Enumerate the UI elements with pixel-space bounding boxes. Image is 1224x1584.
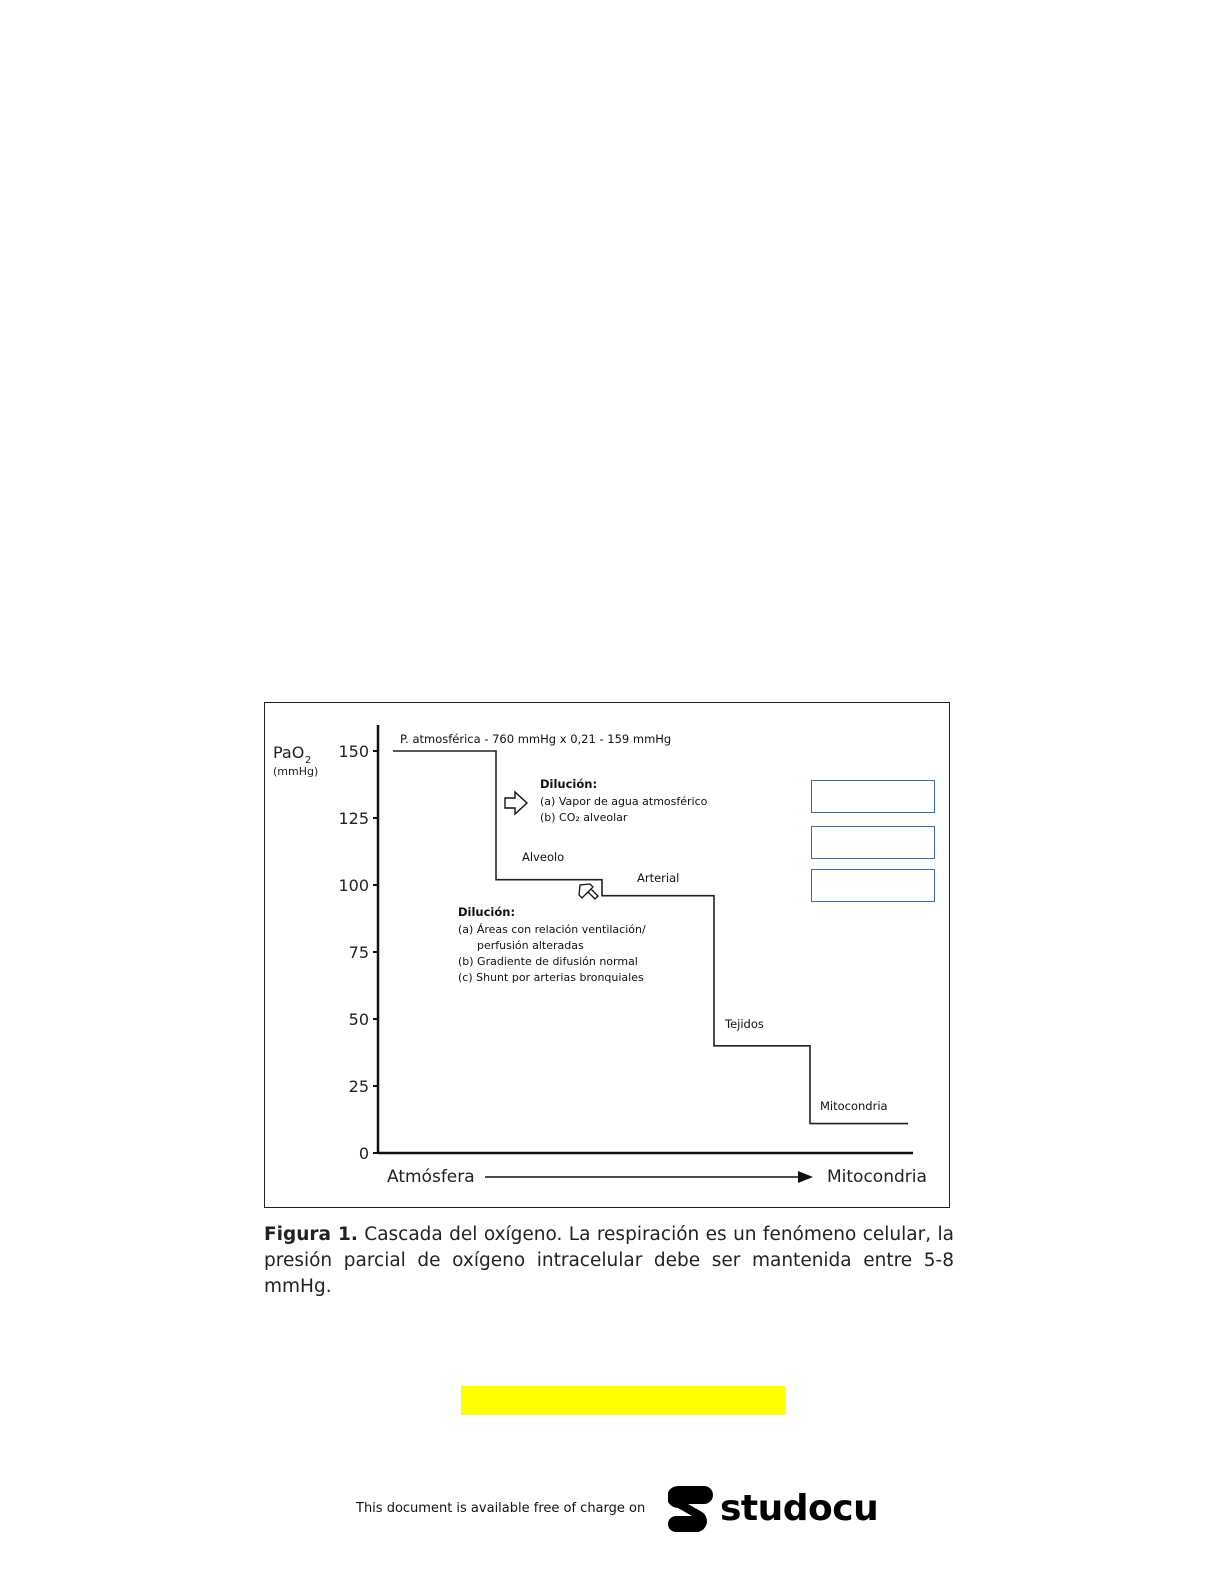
caption-text: Cascada del oxígeno. La respiración es un fenómeno celular, la presión parcial de oxígeno intracelular debe ser mantenida entre 5-8 mmHg. <box>264 1224 954 1297</box>
studocu-logo[interactable] <box>668 1484 878 1534</box>
y-tick-label: 100 <box>338 876 369 895</box>
dilution-top-line: (a) Vapor de agua atmosférico <box>540 795 708 808</box>
y-tick-label: 50 <box>348 1010 369 1029</box>
dilution-diagonal-arrow-icon <box>579 884 598 899</box>
dilution-mid-line: (a) Áreas con relación ventilación/ <box>458 923 646 936</box>
y-axis-label: PaO <box>273 743 305 762</box>
x-direction-arrowhead-icon <box>798 1171 813 1183</box>
y-tick-label: 0 <box>358 1144 369 1163</box>
blank-box-2 <box>811 826 935 859</box>
y-tick-label: 75 <box>348 943 369 962</box>
oxygen-cascade-chart <box>265 703 951 1209</box>
y-axis-unit: (mmHg) <box>273 765 319 778</box>
stage-label-mitocondria: Mitocondria <box>820 1099 888 1113</box>
dilution-top-line: (b) CO₂ alveolar <box>540 811 628 824</box>
stage-label-tejidos: Tejidos <box>725 1017 764 1031</box>
dilution-mid-line: (c) Shunt por arterias bronquiales <box>458 971 644 984</box>
x-end-label: Mitocondria <box>827 1167 927 1187</box>
dilution-right-arrow-icon <box>505 792 527 814</box>
y-axis-label-subscript: 2 <box>305 755 312 766</box>
dilution-mid-line: perfusión alteradas <box>477 939 584 952</box>
highlight-bar <box>461 1386 785 1415</box>
figure-caption <box>264 1222 954 1300</box>
dilution-mid-title: Dilución: <box>458 905 516 919</box>
y-tick-label: 150 <box>338 742 369 761</box>
studocu-wordmark: studocu <box>720 1488 879 1529</box>
dilution-top-title: Dilución: <box>540 777 598 791</box>
blank-box-3 <box>811 869 935 902</box>
blank-box-1 <box>811 780 935 813</box>
x-start-label: Atmósfera <box>387 1167 475 1187</box>
studocu-s-icon <box>668 1484 714 1534</box>
y-tick-label: 125 <box>338 809 369 828</box>
stage-label-arterial: Arterial <box>637 871 680 885</box>
figure-frame <box>264 702 950 1208</box>
dilution-mid-line: (b) Gradiente de difusión normal <box>458 955 638 968</box>
footer-text: This document is available free of charge on <box>356 1501 646 1516</box>
y-tick-label: 25 <box>348 1077 369 1096</box>
stage-label-atmospheric: P. atmosférica - 760 mmHg x 0,21 - 159 mmHg <box>400 732 672 746</box>
stage-label-alveolo: Alveolo <box>522 850 565 864</box>
caption-label: Figura 1. <box>264 1224 358 1245</box>
